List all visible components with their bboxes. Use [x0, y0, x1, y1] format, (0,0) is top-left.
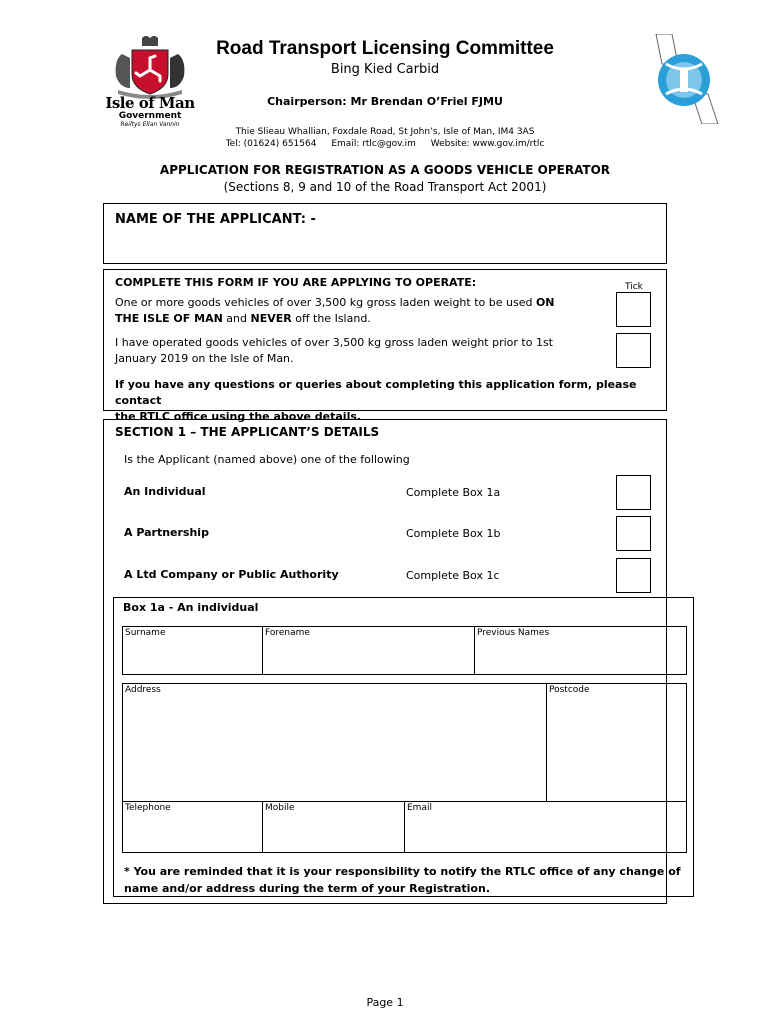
section-1-heading: SECTION 1 – THE APPLICANT’S DETAILS [115, 425, 380, 439]
mobile-field[interactable] [262, 801, 405, 853]
box-1a-heading: Box 1a - An individual [123, 601, 259, 614]
website-address: Website: www.gov.im/rtlc [430, 139, 545, 149]
option-1-on: ON [535, 296, 555, 309]
telephone-label: Telephone [125, 803, 171, 813]
option-1-text-a: One or more goods vehicles of over 3,500 kg gross laden weight to be used [115, 296, 536, 309]
option-individual-label: An Individual [124, 485, 206, 498]
page-title: Road Transport Licensing Committee [216, 38, 554, 59]
page-subtitle: Bing Kied Carbid [330, 62, 440, 77]
reminder-line-2: name and/or address during the term of your Registration. [124, 882, 491, 895]
operate-option-1-checkbox[interactable] [616, 292, 651, 327]
form-title: APPLICATION FOR REGISTRATION AS A GOODS VEHICLE OPERATOR [159, 163, 611, 177]
operate-option-2-text [115, 335, 553, 367]
postcode-field[interactable] [546, 683, 687, 802]
option-partnership-checkbox[interactable] [616, 516, 651, 551]
contact-line [0, 139, 770, 149]
telephone-number: Tel: (01624) 651564 [225, 139, 317, 149]
contact-notice-line-2: the RTLC office using the above details. [115, 410, 362, 423]
option-2-line-1: I have operated goods vehicles of over 3,500 kg gross laden weight prior to 1st [115, 336, 553, 349]
surname-field[interactable] [122, 626, 263, 675]
applicant-name-label: NAME OF THE APPLICANT: - [115, 212, 316, 227]
forename-field[interactable] [262, 626, 475, 675]
surname-label: Surname [125, 628, 166, 638]
logo-motto: Reiltys Ellan Vannin [120, 121, 180, 128]
address-line: Thie Slieau Whallian, Foxdale Road, St John’s, Isle of Man, IM4 3AS [235, 127, 535, 137]
operate-option-1-text [115, 295, 585, 327]
option-partnership-label: A Partnership [124, 526, 209, 539]
section-1-intro: Is the Applicant (named above) one of the following [124, 453, 410, 466]
option-2-line-2: January 2019 on the Isle of Man. [115, 352, 294, 365]
email-field[interactable] [404, 801, 687, 853]
mobile-label: Mobile [265, 803, 295, 813]
option-1-text-f: off the Island. [291, 312, 371, 325]
tick-column-label: Tick [625, 282, 643, 292]
reminder-line-1: * You are reminded that it is your responsibility to notify the RTLC office of any change of [124, 865, 681, 878]
option-individual-instruction: Complete Box 1a [406, 486, 501, 499]
contact-notice-line-1: If you have any questions or queries about completing this application form, please contact [115, 378, 637, 407]
box-1a-individual [113, 597, 694, 897]
option-company-label: A Ltd Company or Public Authority [124, 568, 339, 581]
previous-names-label: Previous Names [477, 628, 550, 638]
operate-heading: COMPLETE THIS FORM IF YOU ARE APPLYING TO OPERATE: [115, 276, 477, 289]
address-label: Address [125, 685, 161, 695]
option-partnership-instruction: Complete Box 1b [406, 527, 501, 540]
logo-subtext: Government [118, 111, 182, 121]
option-company-checkbox[interactable] [616, 558, 651, 593]
option-company-instruction: Complete Box 1c [406, 569, 500, 582]
option-1-isle: THE ISLE OF MAN [115, 312, 223, 325]
address-field[interactable] [122, 683, 547, 802]
email-label: Email [407, 803, 432, 813]
option-1-and: and [222, 312, 251, 325]
option-1-never: NEVER [250, 312, 292, 325]
forename-label: Forename [265, 628, 310, 638]
logo-text: Isle of Man [105, 94, 195, 112]
contact-notice [115, 377, 666, 425]
page-number: Page 1 [366, 996, 404, 1009]
option-individual-checkbox[interactable] [616, 475, 651, 510]
operate-criteria-box [103, 269, 667, 423]
telephone-field[interactable] [122, 801, 263, 853]
postcode-label: Postcode [549, 685, 590, 695]
reminder-notice [124, 863, 681, 897]
previous-names-field[interactable] [474, 626, 687, 675]
email-address: Email: rtlc@gov.im [331, 139, 416, 149]
chairperson-line: Chairperson: Mr Brendan O’Friel FJMU [267, 95, 503, 108]
applicant-name-box[interactable] [103, 203, 667, 264]
form-subtitle: (Sections 8, 9 and 10 of the Road Transport Act 2001) [223, 180, 547, 194]
operate-option-2-checkbox[interactable] [616, 333, 651, 368]
